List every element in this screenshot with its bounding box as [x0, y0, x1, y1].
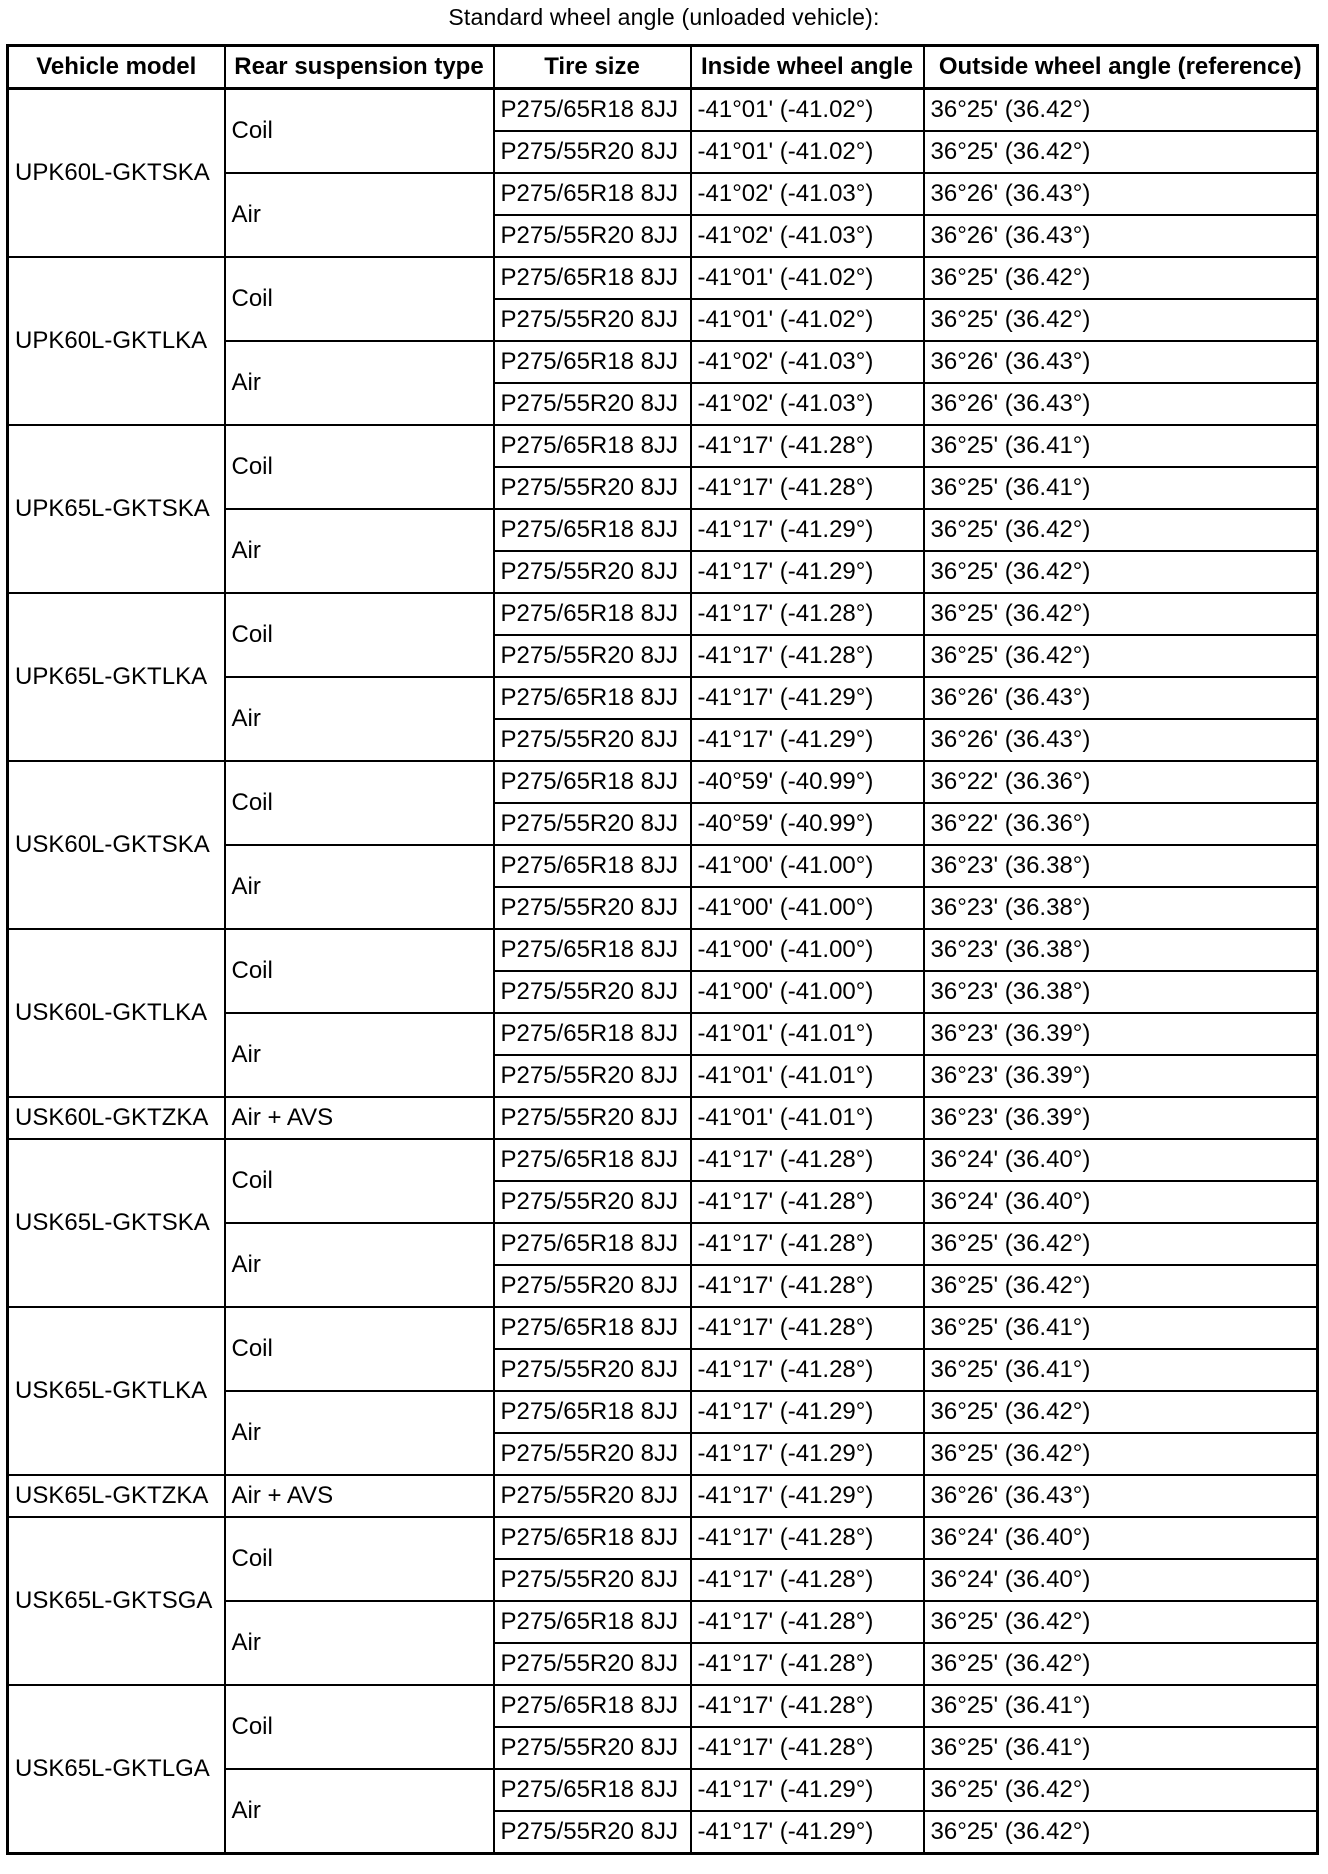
tire-size-cell: P275/65R18 8JJ — [494, 173, 691, 215]
vehicle-model-cell: UPK60L-GKTSKA — [8, 89, 225, 258]
outside-angle-cell: 36°25' (36.42°) — [924, 1769, 1318, 1811]
tire-size-cell: P275/65R18 8JJ — [494, 1685, 691, 1727]
inside-angle-cell: -41°17' (-41.28°) — [691, 1685, 924, 1727]
outside-angle-cell: 36°26' (36.43°) — [924, 215, 1318, 257]
tire-size-cell: P275/65R18 8JJ — [494, 1517, 691, 1559]
table-row — [8, 593, 1318, 635]
inside-angle-cell: -41°02' (-41.03°) — [691, 383, 924, 425]
inside-angle-cell: -41°00' (-41.00°) — [691, 887, 924, 929]
outside-angle-cell: 36°24' (36.40°) — [924, 1559, 1318, 1601]
table-row — [8, 1475, 1318, 1517]
inside-angle-cell: -41°02' (-41.03°) — [691, 173, 924, 215]
tire-size-cell: P275/55R20 8JJ — [494, 131, 691, 173]
inside-angle-cell: -41°17' (-41.29°) — [691, 1769, 924, 1811]
inside-angle-cell: -41°17' (-41.29°) — [691, 1391, 924, 1433]
vehicle-model-cell: UPK65L-GKTLKA — [8, 593, 225, 761]
outside-angle-cell: 36°25' (36.41°) — [924, 1307, 1318, 1349]
tire-size-cell: P275/55R20 8JJ — [494, 803, 691, 845]
tire-size-cell: P275/65R18 8JJ — [494, 425, 691, 467]
suspension-type-cell: Air — [225, 1391, 494, 1475]
outside-angle-cell: 36°24' (36.40°) — [924, 1181, 1318, 1223]
inside-angle-cell: -41°01' (-41.01°) — [691, 1013, 924, 1055]
outside-angle-cell: 36°26' (36.43°) — [924, 341, 1318, 383]
tire-size-cell: P275/55R20 8JJ — [494, 971, 691, 1013]
inside-angle-cell: -41°17' (-41.28°) — [691, 1727, 924, 1769]
inside-angle-cell: -40°59' (-40.99°) — [691, 761, 924, 803]
inside-angle-cell: -41°01' (-41.01°) — [691, 1055, 924, 1097]
tire-size-cell: P275/55R20 8JJ — [494, 887, 691, 929]
wheel-angle-table — [6, 44, 1319, 1855]
tire-size-cell: P275/65R18 8JJ — [494, 257, 691, 299]
tire-size-cell: P275/65R18 8JJ — [494, 929, 691, 971]
outside-angle-cell: 36°23' (36.38°) — [924, 887, 1318, 929]
table-row — [8, 425, 1318, 467]
inside-angle-cell: -41°17' (-41.28°) — [691, 1181, 924, 1223]
outside-angle-cell: 36°26' (36.43°) — [924, 383, 1318, 425]
vehicle-model-cell: USK65L-GKTLGA — [8, 1685, 225, 1854]
tire-size-cell: P275/55R20 8JJ — [494, 1265, 691, 1307]
tire-size-cell: P275/55R20 8JJ — [494, 635, 691, 677]
outside-angle-cell: 36°23' (36.39°) — [924, 1097, 1318, 1139]
suspension-type-cell: Coil — [225, 929, 494, 1013]
tire-size-cell: P275/65R18 8JJ — [494, 1139, 691, 1181]
table-row — [8, 761, 1318, 803]
inside-angle-cell: -41°17' (-41.28°) — [691, 1559, 924, 1601]
inside-angle-cell: -41°17' (-41.28°) — [691, 1307, 924, 1349]
outside-angle-cell: 36°24' (36.40°) — [924, 1517, 1318, 1559]
vehicle-model-cell: UPK60L-GKTLKA — [8, 257, 225, 425]
outside-angle-cell: 36°25' (36.42°) — [924, 257, 1318, 299]
inside-angle-cell: -41°01' (-41.02°) — [691, 89, 924, 132]
suspension-type-cell: Coil — [225, 1139, 494, 1223]
inside-angle-cell: -41°17' (-41.28°) — [691, 1349, 924, 1391]
vehicle-model-cell: USK65L-GKTSKA — [8, 1139, 225, 1307]
table-row — [8, 257, 1318, 299]
suspension-type-cell: Coil — [225, 1685, 494, 1769]
tire-size-cell: P275/55R20 8JJ — [494, 551, 691, 593]
inside-angle-cell: -41°01' (-41.01°) — [691, 1097, 924, 1139]
tire-size-cell: P275/55R20 8JJ — [494, 299, 691, 341]
outside-angle-cell: 36°25' (36.42°) — [924, 593, 1318, 635]
tire-size-cell: P275/65R18 8JJ — [494, 1223, 691, 1265]
vehicle-model-cell: USK60L-GKTLKA — [8, 929, 225, 1097]
suspension-type-cell: Air + AVS — [225, 1097, 494, 1139]
tire-size-cell: P275/65R18 8JJ — [494, 341, 691, 383]
inside-angle-cell: -41°17' (-41.28°) — [691, 1601, 924, 1643]
outside-angle-cell: 36°24' (36.40°) — [924, 1139, 1318, 1181]
inside-angle-cell: -40°59' (-40.99°) — [691, 803, 924, 845]
suspension-type-cell: Air — [225, 1601, 494, 1685]
outside-angle-cell: 36°22' (36.36°) — [924, 803, 1318, 845]
suspension-type-cell: Coil — [225, 1517, 494, 1601]
outside-angle-cell: 36°23' (36.38°) — [924, 845, 1318, 887]
tire-size-cell: P275/65R18 8JJ — [494, 89, 691, 132]
outside-angle-cell: 36°25' (36.42°) — [924, 509, 1318, 551]
outside-angle-cell: 36°25' (36.42°) — [924, 131, 1318, 173]
inside-angle-cell: -41°17' (-41.29°) — [691, 509, 924, 551]
inside-angle-cell: -41°17' (-41.29°) — [691, 1811, 924, 1854]
vehicle-model-cell: USK65L-GKTLKA — [8, 1307, 225, 1475]
inside-angle-cell: -41°17' (-41.29°) — [691, 551, 924, 593]
outside-angle-cell: 36°25' (36.41°) — [924, 425, 1318, 467]
table-row — [8, 1307, 1318, 1349]
tire-size-cell: P275/55R20 8JJ — [494, 1727, 691, 1769]
tire-size-cell: P275/65R18 8JJ — [494, 845, 691, 887]
inside-angle-cell: -41°17' (-41.28°) — [691, 635, 924, 677]
vehicle-model-cell: UPK65L-GKTSKA — [8, 425, 225, 593]
outside-angle-cell: 36°26' (36.43°) — [924, 173, 1318, 215]
suspension-type-cell: Air — [225, 1013, 494, 1097]
inside-angle-cell: -41°17' (-41.28°) — [691, 1139, 924, 1181]
outside-angle-cell: 36°25' (36.42°) — [924, 635, 1318, 677]
tire-size-cell: P275/55R20 8JJ — [494, 1349, 691, 1391]
outside-angle-cell: 36°25' (36.42°) — [924, 1643, 1318, 1685]
tire-size-cell: P275/55R20 8JJ — [494, 1433, 691, 1475]
tire-size-cell: P275/55R20 8JJ — [494, 1811, 691, 1854]
vehicle-model-cell: USK65L-GKTZKA — [8, 1475, 225, 1517]
suspension-type-cell: Air — [225, 845, 494, 929]
outside-angle-cell: 36°25' (36.42°) — [924, 551, 1318, 593]
outside-angle-cell: 36°26' (36.43°) — [924, 1475, 1318, 1517]
inside-angle-cell: -41°00' (-41.00°) — [691, 971, 924, 1013]
tire-size-cell: P275/55R20 8JJ — [494, 215, 691, 257]
tire-size-cell: P275/55R20 8JJ — [494, 1055, 691, 1097]
outside-angle-cell: 36°25' (36.42°) — [924, 1601, 1318, 1643]
table-body — [8, 89, 1318, 1854]
tire-size-cell: P275/55R20 8JJ — [494, 719, 691, 761]
suspension-type-cell: Coil — [225, 593, 494, 677]
inside-angle-cell: -41°17' (-41.29°) — [691, 719, 924, 761]
inside-angle-cell: -41°17' (-41.28°) — [691, 1517, 924, 1559]
suspension-type-cell: Air — [225, 341, 494, 425]
suspension-type-cell: Air + AVS — [225, 1475, 494, 1517]
tire-size-cell: P275/65R18 8JJ — [494, 677, 691, 719]
outside-angle-cell: 36°22' (36.36°) — [924, 761, 1318, 803]
outside-angle-cell: 36°25' (36.42°) — [924, 1265, 1318, 1307]
inside-angle-cell: -41°17' (-41.28°) — [691, 593, 924, 635]
outside-angle-cell: 36°23' (36.39°) — [924, 1013, 1318, 1055]
outside-angle-cell: 36°25' (36.42°) — [924, 299, 1318, 341]
suspension-type-cell: Coil — [225, 257, 494, 341]
tire-size-cell: P275/55R20 8JJ — [494, 383, 691, 425]
inside-angle-cell: -41°02' (-41.03°) — [691, 215, 924, 257]
tire-size-cell: P275/55R20 8JJ — [494, 1475, 691, 1517]
inside-angle-cell: -41°01' (-41.02°) — [691, 299, 924, 341]
header-tire-size: Tire size — [494, 46, 691, 89]
table-row — [8, 929, 1318, 971]
suspension-type-cell: Air — [225, 509, 494, 593]
header-inside-wheel-angle: Inside wheel angle — [691, 46, 924, 89]
inside-angle-cell: -41°17' (-41.28°) — [691, 425, 924, 467]
suspension-type-cell: Coil — [225, 1307, 494, 1391]
tire-size-cell: P275/55R20 8JJ — [494, 1097, 691, 1139]
vehicle-model-cell: USK60L-GKTZKA — [8, 1097, 225, 1139]
table-row — [8, 89, 1318, 132]
suspension-type-cell: Coil — [225, 761, 494, 845]
suspension-type-cell: Coil — [225, 425, 494, 509]
tire-size-cell: P275/55R20 8JJ — [494, 467, 691, 509]
tire-size-cell: P275/65R18 8JJ — [494, 509, 691, 551]
tire-size-cell: P275/65R18 8JJ — [494, 1307, 691, 1349]
table-row — [8, 1517, 1318, 1559]
vehicle-model-cell: USK60L-GKTSKA — [8, 761, 225, 929]
inside-angle-cell: -41°17' (-41.28°) — [691, 1643, 924, 1685]
outside-angle-cell: 36°25' (36.42°) — [924, 89, 1318, 132]
table-row — [8, 1097, 1318, 1139]
table-header — [8, 46, 1318, 89]
suspension-type-cell: Air — [225, 677, 494, 761]
outside-angle-cell: 36°23' (36.38°) — [924, 971, 1318, 1013]
header-vehicle-model: Vehicle model — [8, 46, 225, 89]
tire-size-cell: P275/65R18 8JJ — [494, 761, 691, 803]
inside-angle-cell: -41°17' (-41.29°) — [691, 1433, 924, 1475]
outside-angle-cell: 36°25' (36.42°) — [924, 1433, 1318, 1475]
tire-size-cell: P275/55R20 8JJ — [494, 1643, 691, 1685]
outside-angle-cell: 36°23' (36.38°) — [924, 929, 1318, 971]
inside-angle-cell: -41°02' (-41.03°) — [691, 341, 924, 383]
suspension-type-cell: Air — [225, 173, 494, 257]
header-row — [8, 46, 1318, 89]
outside-angle-cell: 36°25' (36.42°) — [924, 1811, 1318, 1854]
table-row — [8, 1139, 1318, 1181]
suspension-type-cell: Coil — [225, 89, 494, 174]
outside-angle-cell: 36°23' (36.39°) — [924, 1055, 1318, 1097]
inside-angle-cell: -41°17' (-41.29°) — [691, 677, 924, 719]
table-row — [8, 1685, 1318, 1727]
inside-angle-cell: -41°00' (-41.00°) — [691, 845, 924, 887]
suspension-type-cell: Air — [225, 1223, 494, 1307]
tire-size-cell: P275/65R18 8JJ — [494, 1601, 691, 1643]
page-title: Standard wheel angle (unloaded vehicle): — [448, 4, 880, 30]
tire-size-cell: P275/65R18 8JJ — [494, 593, 691, 635]
outside-angle-cell: 36°25' (36.42°) — [924, 1391, 1318, 1433]
outside-angle-cell: 36°26' (36.43°) — [924, 719, 1318, 761]
inside-angle-cell: -41°00' (-41.00°) — [691, 929, 924, 971]
suspension-type-cell: Air — [225, 1769, 494, 1854]
outside-angle-cell: 36°25' (36.41°) — [924, 1349, 1318, 1391]
inside-angle-cell: -41°17' (-41.29°) — [691, 1475, 924, 1517]
inside-angle-cell: -41°01' (-41.02°) — [691, 257, 924, 299]
header-rear-suspension-type: Rear suspension type — [225, 46, 494, 89]
inside-angle-cell: -41°01' (-41.02°) — [691, 131, 924, 173]
outside-angle-cell: 36°25' (36.41°) — [924, 467, 1318, 509]
inside-angle-cell: -41°17' (-41.28°) — [691, 1265, 924, 1307]
tire-size-cell: P275/55R20 8JJ — [494, 1559, 691, 1601]
vehicle-model-cell: USK65L-GKTSGA — [8, 1517, 225, 1685]
tire-size-cell: P275/65R18 8JJ — [494, 1391, 691, 1433]
tire-size-cell: P275/65R18 8JJ — [494, 1769, 691, 1811]
outside-angle-cell: 36°25' (36.42°) — [924, 1223, 1318, 1265]
outside-angle-cell: 36°25' (36.41°) — [924, 1685, 1318, 1727]
tire-size-cell: P275/55R20 8JJ — [494, 1181, 691, 1223]
inside-angle-cell: -41°17' (-41.28°) — [691, 467, 924, 509]
header-outside-wheel-angle: Outside wheel angle (reference) — [924, 46, 1318, 89]
tire-size-cell: P275/65R18 8JJ — [494, 1013, 691, 1055]
outside-angle-cell: 36°25' (36.41°) — [924, 1727, 1318, 1769]
inside-angle-cell: -41°17' (-41.28°) — [691, 1223, 924, 1265]
outside-angle-cell: 36°26' (36.43°) — [924, 677, 1318, 719]
